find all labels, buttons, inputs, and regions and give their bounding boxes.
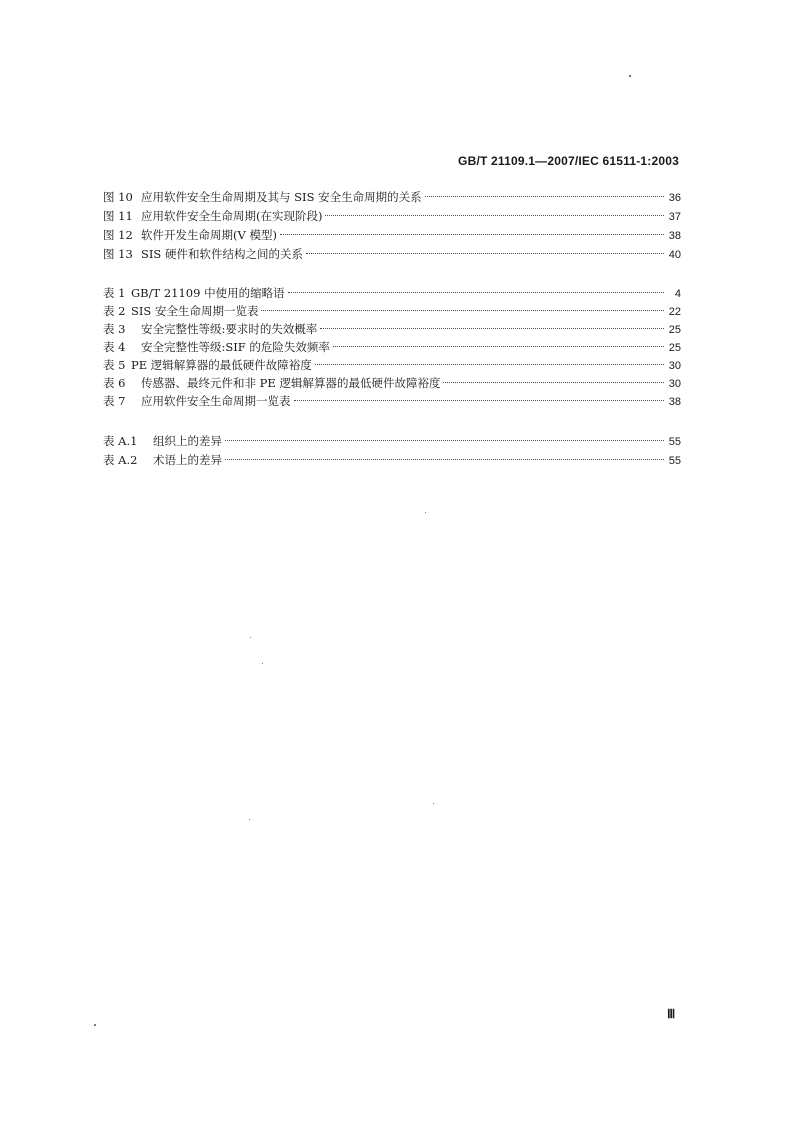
dot-leader: [225, 440, 664, 441]
toc-entry-title: SIS 硬件和软件结构之间的关系: [141, 247, 303, 261]
toc-entry-page: 55: [668, 455, 681, 467]
toc-entry-title: 应用软件安全生命周期(在实现阶段): [141, 209, 323, 223]
toc-entry-title: GB/T 21109 中使用的缩略语: [131, 286, 285, 300]
toc-entry-label: 表 7: [103, 394, 126, 408]
toc-entry-label: 表 4: [103, 340, 126, 354]
scan-speck: [425, 512, 426, 513]
toc-entry-title: 应用软件安全生命周期一览表: [141, 394, 291, 408]
toc-entry-label: 图 11: [103, 209, 133, 223]
scan-speck: [249, 819, 250, 820]
dot-leader: [333, 346, 664, 347]
dot-leader: [425, 196, 664, 197]
toc-entry[interactable]: [103, 374, 681, 392]
toc-entry-label: 图 13: [103, 247, 133, 261]
toc-entry[interactable]: [103, 226, 681, 244]
toc-entry[interactable]: [103, 392, 681, 410]
toc-entry-title: SIS 安全生命周期一览表: [131, 304, 259, 318]
toc-entry[interactable]: [103, 245, 681, 263]
toc-entry-page: 22: [668, 306, 681, 318]
page-number: Ⅲ: [667, 1007, 676, 1021]
scan-speck: [94, 1024, 96, 1026]
toc-entry-label: 表 3: [103, 322, 126, 336]
toc-entry-title: 传感器、最终元件和非 PE 逻辑解算器的最低硬件故障裕度: [141, 376, 441, 390]
toc-entry-label: 表 2: [103, 304, 126, 318]
toc-entry[interactable]: [103, 207, 681, 225]
toc-entry-title: 安全完整性等级:要求时的失效概率: [141, 322, 318, 336]
toc-entry-label: 表 A.2: [103, 453, 138, 467]
toc-entry-label: 表 6: [103, 376, 126, 390]
scan-speck: [629, 75, 631, 77]
dot-leader: [294, 400, 665, 401]
dot-leader: [280, 234, 664, 235]
toc-entry-label: 图 12: [103, 228, 133, 242]
toc-entry[interactable]: [103, 302, 681, 320]
dot-leader: [288, 292, 664, 293]
toc-entry-title: PE 逻辑解算器的最低硬件故障裕度: [131, 358, 312, 372]
scan-speck: [250, 637, 251, 638]
toc-entry-page: 38: [668, 230, 681, 242]
toc-entry-page: 36: [668, 192, 681, 204]
toc-entry[interactable]: [103, 320, 681, 338]
toc-entry-label: 表 1: [103, 286, 126, 300]
toc-entry-page: 30: [668, 378, 681, 390]
toc-entry-title: 术语上的差异: [153, 453, 222, 467]
dot-leader: [225, 459, 664, 460]
toc-entry[interactable]: [103, 338, 681, 356]
dot-leader: [315, 364, 664, 365]
toc-entry-title: 组织上的差异: [153, 434, 222, 448]
toc-entry-page: 37: [668, 211, 681, 223]
toc-entry-title: 应用软件安全生命周期及其与 SIS 安全生命周期的关系: [141, 190, 422, 204]
dot-leader: [325, 215, 664, 216]
toc-entry-label: 表 A.1: [103, 434, 138, 448]
dot-leader: [261, 310, 664, 311]
toc-entry[interactable]: [103, 451, 681, 469]
toc-entry[interactable]: [103, 188, 681, 206]
toc-entry-page: 38: [668, 396, 681, 408]
toc-entry-page: 40: [668, 249, 681, 261]
dot-leader: [306, 253, 664, 254]
standard-code-header: GB/T 21109.1—2007/IEC 61511-1:2003: [458, 154, 679, 168]
dot-leader: [443, 382, 664, 383]
toc-entry[interactable]: [103, 356, 681, 374]
toc-entry-page: 25: [668, 342, 681, 354]
toc-entry-page: 30: [668, 360, 681, 372]
scan-speck: [262, 663, 263, 664]
toc-entry-page: 55: [668, 436, 681, 448]
scan-speck: [433, 803, 434, 804]
toc-entry-label: 图 10: [103, 190, 133, 204]
toc-entry-title: 安全完整性等级:SIF 的危险失效频率: [141, 340, 330, 354]
toc-entry[interactable]: [103, 432, 681, 450]
toc-entry-page: 25: [668, 324, 681, 336]
toc-entry-label: 表 5: [103, 358, 126, 372]
toc-entry[interactable]: [103, 284, 681, 302]
toc-entry-page: 4: [674, 288, 681, 300]
toc-entry-title: 软件开发生命周期(V 模型): [141, 228, 277, 242]
dot-leader: [320, 328, 664, 329]
